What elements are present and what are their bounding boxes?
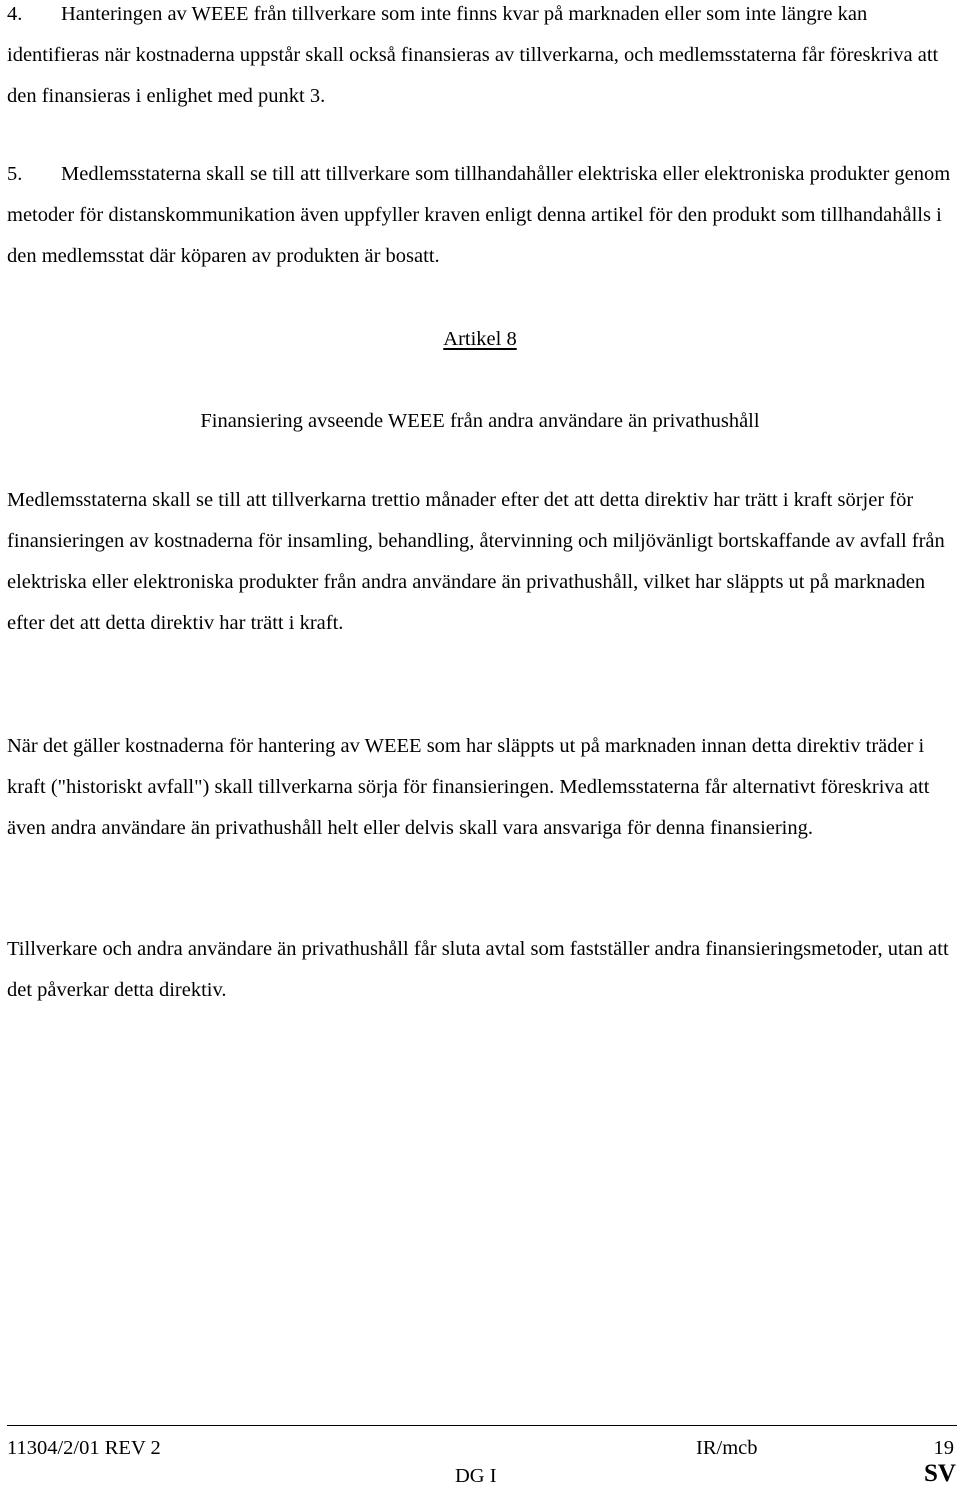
article-paragraph-3: Tillverkare och andra användare än privathushåll får sluta avtal som fastställer andra finansieringsmetoder, utan att det påverkar detta direktiv.	[7, 938, 949, 1001]
article-title-text: Finansiering avseende WEEE från andra användare än privathushåll	[200, 410, 760, 432]
footer-language: SV	[924, 1460, 956, 1487]
article-paragraph-2: När det gäller kostnaderna för hantering av WEEE som har släppts ut på marknaden innan detta direktiv träder i kraft ("historiskt avfall") skall tillverkarna sörja för finansieringen. Medlemsstaterna får alternativt föreskriva att även andra användare än privathushåll helt eller delvis skall vara ansvariga för denna finansiering.	[7, 735, 930, 839]
paragraph-number: 4.	[7, 3, 23, 25]
article-number	[0, 325, 960, 353]
footer-doc-ref: 11304/2/01 REV 2	[7, 1437, 161, 1459]
paragraph-5	[7, 154, 953, 277]
footer-page-number: 19	[933, 1437, 954, 1459]
article-number-text: Artikel 8	[443, 328, 517, 350]
footer-rule	[7, 1425, 957, 1426]
paragraph-text: Hanteringen av WEEE från tillverkare som inte finns kvar på marknaden eller som inte längre kan identifieras när kostnaderna uppstår skall också finansieras av tillverkarna, och medlemsstaterna får föreskriva att den finansieras i enlighet med punkt 3.	[7, 3, 939, 107]
paragraph-number: 5.	[7, 163, 23, 185]
footer-initials: IR/mcb	[696, 1437, 758, 1459]
article-paragraph-1: Medlemsstaterna skall se till att tillverkarna trettio månader efter det att detta direktiv har trätt i kraft sörjer för finansieringen av kostnaderna för insamling, behandling, återvinning och miljövänligt bortskaffande av avfall från elektriska eller elektroniska produkter från andra användare än privathushåll, vilket har släppts ut på marknaden efter det att detta direktiv har trätt i kraft.	[7, 489, 945, 634]
paragraph-4	[7, 0, 953, 117]
footer-directorate: DG I	[455, 1465, 497, 1487]
article-title	[0, 407, 960, 435]
paragraph-text: Medlemsstaterna skall se till att tillverkare som tillhandahåller elektriska eller elektroniska produkter genom metoder för distanskommunikation även uppfyller kraven enligt denna artikel för den produkt som tillhandahålls i den medlemsstat där köparen av produkten är bosatt.	[7, 163, 951, 267]
